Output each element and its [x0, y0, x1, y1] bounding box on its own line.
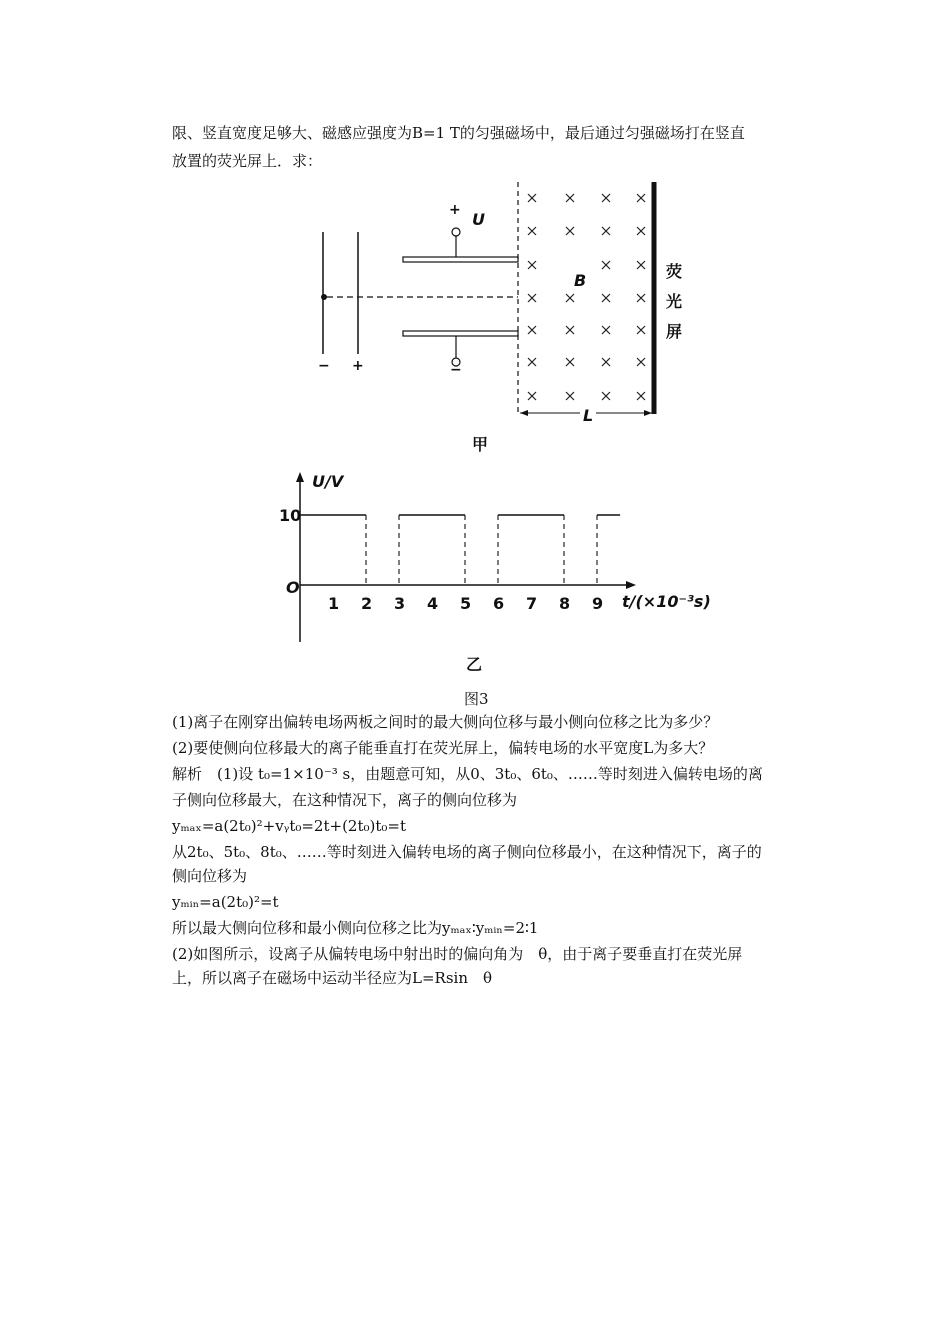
solution-line-5: 侧向位移为: [172, 867, 248, 885]
u-label: U: [472, 210, 485, 229]
l-label: L: [580, 406, 596, 425]
x-tick-label: 7: [526, 594, 538, 613]
y-tick-label-10: 10: [279, 506, 302, 525]
x-tick-label: 4: [427, 594, 439, 613]
plus-sign-top: +: [449, 202, 461, 218]
intro-line-2: 放置的荧光屏上．求：: [172, 152, 323, 170]
question-1: (1)离子在刚穿出偏转电场两板之间时的最大侧向位移与最小侧向位移之比为多少？: [172, 713, 719, 731]
solution-line-9: 上，所以离子在磁场中运动半径应为L=Rsin θ: [172, 969, 493, 987]
y-axis-label: U/V: [312, 472, 344, 491]
solution-line-7: 所以最大侧向位移和最小侧向位移之比为yₘₐₓ∶yₘᵢₙ=2∶1: [172, 919, 539, 937]
x-tick-label: 6: [493, 594, 505, 613]
screen-label-1: 荧: [666, 262, 683, 281]
x-tick-label: 2: [361, 594, 373, 613]
b-field-label: B: [574, 271, 587, 290]
x-tick-label: 3: [394, 594, 406, 613]
x-tick-label: 5: [460, 594, 472, 613]
figure-a-caption: 甲: [472, 435, 489, 454]
screen-label-2: 光: [666, 292, 683, 311]
x-axis-arrow: [626, 581, 636, 589]
question-2: (2)要使侧向位移最大的离子能垂直打在荧光屏上，偏转电场的水平宽度L为多大？: [172, 739, 714, 757]
solution-line-8: (2)如图所示，设离子从偏转电场中射出时的偏向角为 θ，由于离子要垂直打在荧光屏: [172, 945, 743, 963]
solution-line-1: 解析 (1)设 t₀=1×10⁻³ s，由题意可知，从0、3t₀、6t₀、……等时刻进入偏转电场的离: [172, 765, 763, 783]
x-tick-label: 1: [328, 594, 340, 613]
solution-line-2: 子侧向位移最大，在这种情况下，离子的侧向位移为: [172, 791, 518, 809]
origin-label: O: [286, 578, 300, 597]
figure-number: 图3: [464, 690, 489, 708]
solution-line-3: yₘₐₓ=a(2t₀)²+vᵧt₀=2t+(2t₀)t₀=t: [172, 817, 406, 835]
x-tick-label: 8: [559, 594, 571, 613]
x-axis-label: t/(×10⁻³s): [622, 592, 711, 611]
solution-line-6: yₘᵢₙ=a(2t₀)²=t: [172, 893, 279, 911]
minus-sign-bottom: −: [450, 362, 462, 378]
y-axis-arrow: [296, 472, 304, 482]
figure-b-caption: 乙: [466, 655, 483, 674]
left-minus-sign: −: [318, 358, 330, 374]
intro-line-1: 限、竖直宽度足够大、磁感应强度为B=1 T的匀强磁场中，最后通过匀强磁场打在竖直: [172, 124, 745, 142]
solution-line-4: 从2t₀、5t₀、8t₀、……等时刻进入偏转电场的离子侧向位移最小，在这种情况下，离子的: [172, 843, 762, 861]
screen-label-3: 屏: [666, 322, 683, 341]
x-tick-label: 9: [592, 594, 604, 613]
left-plus-sign: +: [352, 358, 364, 374]
